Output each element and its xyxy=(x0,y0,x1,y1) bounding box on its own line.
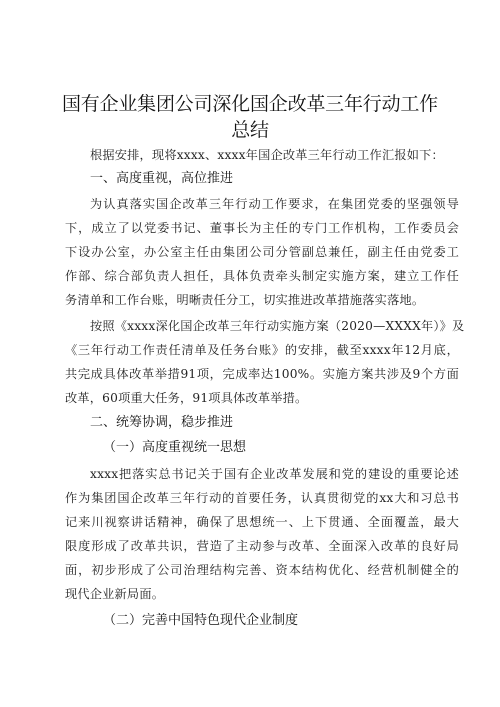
section-2-sub-1-line: xxxx把落实总书记关于国有企业改革发展和党的建设的重要论述 xyxy=(90,467,459,481)
section-2-sub-1-line: 现代企业新局面。 xyxy=(65,587,165,601)
section-1-para-2-line: 改革，60项重大任务，91项具体改革举措。 xyxy=(65,391,308,405)
section-1-heading: 一、高度重视，高位推进 xyxy=(90,171,234,186)
section-2-subheading-1: （一）高度重视统一思想 xyxy=(103,440,247,455)
section-2-sub-1-line: 记来川视察讲话精神，确保了思想统一、上下贯通、全面覆盖，最大 xyxy=(65,515,459,529)
section-2-sub-1-line: 限度形成了改革共识，营造了主动参与改革、全面深入改革的良好局 xyxy=(65,539,459,553)
document-title-line-1: 国有企业集团公司深化国企改革三年行动工作 xyxy=(61,93,438,115)
section-2-sub-1-line: 作为集团国企改革三年行动的首要任务，认真贯彻党的xx大和习总书 xyxy=(65,491,459,505)
section-2-heading: 二、统筹协调，稳步推进 xyxy=(90,415,234,430)
section-1-para-1-line: 下，成立了以党委书记、董事长为主任的专门工作机构，工作委员会 xyxy=(65,221,459,235)
intro-paragraph: 根据安排，现将xxxx、xxxx年国企改革三年行动工作汇报如下： xyxy=(90,148,444,162)
section-2-subheading-2: （二）完善中国特色现代企业制度 xyxy=(103,613,299,628)
section-1-para-1-line: 下设办公室，办公室主任由集团公司分管副总兼任，副主任由党委工 xyxy=(65,245,459,259)
section-1-para-2-line: 按照《xxxx深化国企改革三年行动实施方案（2020—XXXX年）》及 xyxy=(90,319,465,333)
section-1-para-1-line: 作部、综合部负责人担任，具体负责牵头制定实施方案，建立工作任 xyxy=(65,269,459,283)
section-1-para-2-line: 《三年行动工作责任清单及任务台账》的安排，截至xxxx年12月底， xyxy=(65,343,459,357)
document-title-line-2: 总结 xyxy=(231,119,269,141)
section-1-para-1-line: 为认真落实国企改革三年行动工作要求，在集团党委的坚强领导 xyxy=(90,197,459,211)
section-2-sub-1-line: 面，初步形成了公司治理结构完善、资本结构优化、经营机制健全的 xyxy=(65,563,459,577)
section-1-para-2-line: 共完成具体改革举措91项，完成率达100%。实施方案共涉及9个方面 xyxy=(65,367,459,381)
section-1-para-1-line: 务清单和工作台账，明晰责任分工，切实推进改革措施落实落地。 xyxy=(65,293,425,307)
